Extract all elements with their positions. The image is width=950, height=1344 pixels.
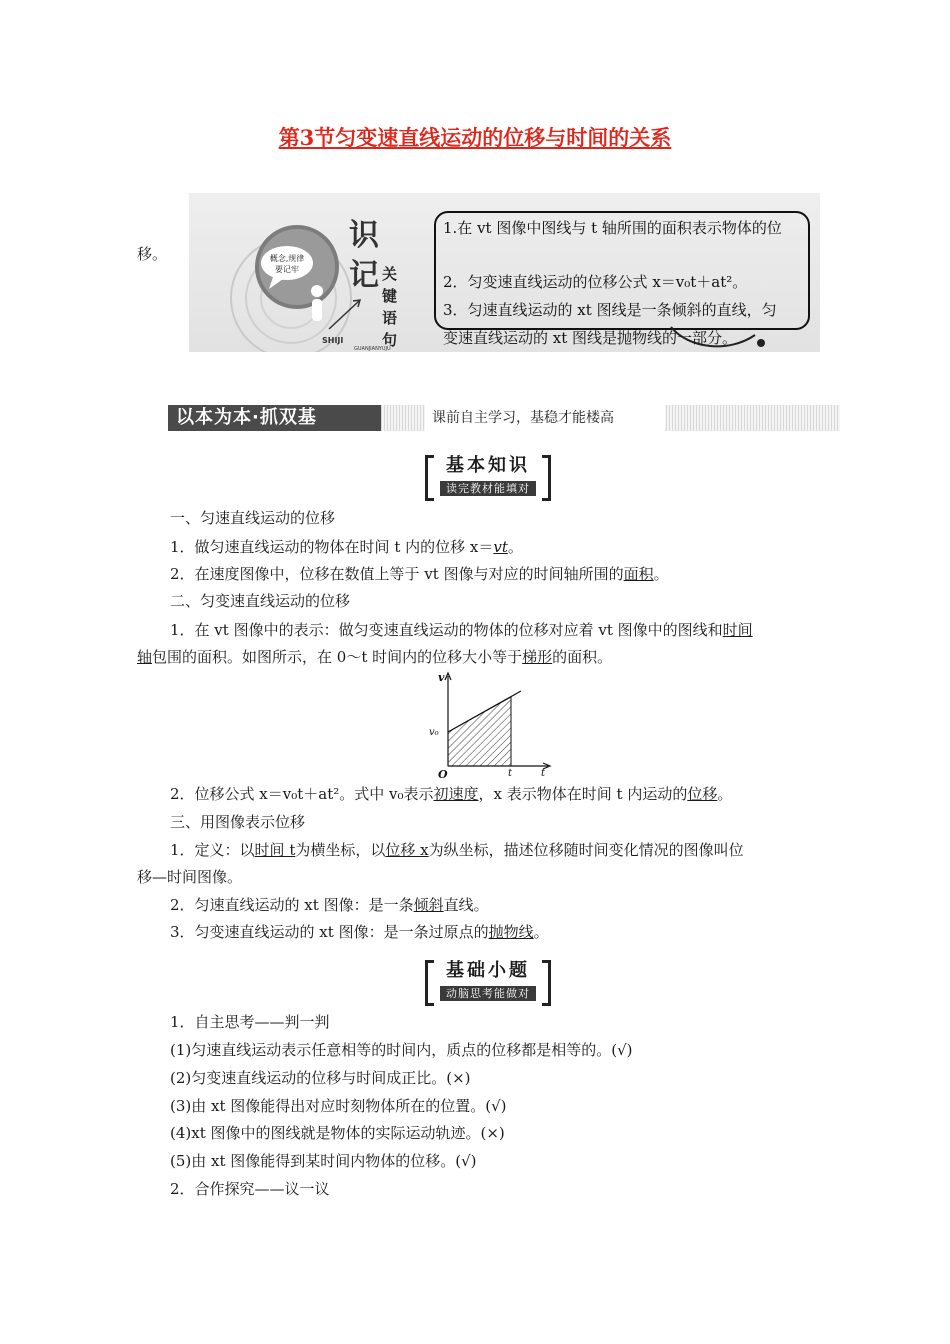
art-side-4: 句 — [382, 331, 398, 349]
vt-trapezoid-area — [448, 697, 511, 766]
knowledge-3-1-line1: 1．定义：以时间 t为横坐标，以位移 x为纵坐标，描述位移随时间变化情况的图像叫位 — [170, 841, 744, 859]
key-sentence-2: 2．匀变速直线运动的位移公式 x＝v₀t＋at²。 — [443, 273, 748, 291]
art-side-3: 语 — [382, 309, 398, 327]
heading-basic-knowledge — [425, 455, 551, 497]
quiz-question-2: 2．合作探究——议一议 — [170, 1180, 330, 1198]
quiz-question-1: 1．自主思考——判一判 — [170, 1013, 330, 1031]
key-sentence-banner — [189, 193, 820, 352]
quiz-item-5: (5)由 xt 图像能得到某时间内物体的位移。(√) — [170, 1152, 477, 1170]
art-side-1: 关 — [382, 265, 398, 283]
quiz-item-1: (1)匀速直线运动表示任意相等的时间内，质点的位移都是相等的。(√) — [170, 1041, 633, 1059]
knowledge-2-2: 2．位移公式 x＝v₀t＋at²。式中 v₀表示初速度，x 表示物体在时间 t 内运动的位移。 — [170, 785, 733, 803]
bubble-line-2: 要记牢 — [275, 265, 299, 274]
art-pinyin-2: GUANJIANYUJU — [354, 346, 391, 352]
art-side-2: 键 — [382, 287, 398, 305]
page-title: 第3节匀变速直线运动的位移与时间的关系 — [278, 125, 672, 150]
key-sentence-1: 1.在 vt 图像中图线与 t 轴所围的面积表示物体的位 — [443, 219, 782, 237]
vt-origin-label: O — [438, 768, 448, 781]
heading-basic-questions — [425, 960, 551, 1002]
vt-graph-figure — [420, 670, 555, 782]
knowledge-1-2: 2．在速度图像中，位移在数值上等于 vt 图像与对应的时间轴所围的面积。 — [170, 565, 669, 583]
art-pinyin-1: SHIJI — [322, 336, 344, 345]
knowledge-2-1-line1: 1．在 vt 图像中的表示：做匀变速直线运动的物体的位移对应着 vt 图像中的图线和时间 — [170, 621, 753, 639]
heading-basic-knowledge-sub: 读完教材能填对 — [440, 481, 536, 496]
bubble-line-1: 概念,规律 — [269, 254, 305, 263]
knowledge-2-1-line2: 轴包围的面积。如图所示，在 0～t 时间内的位移大小等于梯形的面积。 — [137, 648, 613, 666]
knowledge-1-1: 1．做匀速直线运动的物体在时间 t 内的位移 x＝vt。 — [170, 538, 523, 556]
vt-x-label: t — [541, 768, 546, 779]
vt-v0-label: v₀ — [429, 727, 439, 738]
quiz-item-4: (4)xt 图像中的图线就是物体的实际运动轨迹。(×) — [170, 1124, 505, 1142]
section-bar — [168, 403, 840, 433]
vt-t-mark-label: t — [508, 768, 513, 779]
section-1-title: 一、匀速直线运动的位移 — [170, 509, 336, 527]
art-char-shi: 识 — [349, 218, 379, 253]
stray-text: 移。 — [137, 245, 168, 263]
key-sentence-3: 3．匀速直线运动的 xt 图线是一条倾斜的直线，匀 — [443, 301, 777, 319]
section-2-title: 二、匀变速直线运动的位移 — [170, 592, 351, 610]
section-bar-subtitle: 课前自主学习，基稳才能楼高 — [432, 410, 614, 426]
key-sentence-4: 变速直线运动的 xt 图线是抛物线的一部分。 — [443, 329, 738, 347]
art-char-ji: 记 — [349, 258, 379, 293]
vt-y-label: v — [438, 671, 445, 684]
knowledge-3-1-line2: 移—时间图像。 — [137, 868, 243, 886]
knowledge-3-2: 2．匀速直线运动的 xt 图像：是一条倾斜直线。 — [170, 896, 489, 914]
quiz-item-3: (3)由 xt 图像能得出对应时刻物体所在的位置。(√) — [170, 1097, 507, 1115]
heading-basic-questions-title: 基础小题 — [446, 960, 530, 981]
banner-illustration — [189, 193, 429, 352]
section-3-title: 三、用图像表示位移 — [170, 813, 306, 831]
heading-basic-questions-sub: 动脑思考能做对 — [440, 986, 536, 1001]
heading-basic-knowledge-title: 基本知识 — [446, 455, 530, 476]
section-bar-label: 以本为本·抓双基 — [168, 405, 381, 431]
knowledge-3-3: 3．匀变速直线运动的 xt 图像：是一条过原点的抛物线。 — [170, 923, 549, 941]
quiz-item-2: (2)匀变速直线运动的位移与时间成正比。(×) — [170, 1069, 471, 1087]
